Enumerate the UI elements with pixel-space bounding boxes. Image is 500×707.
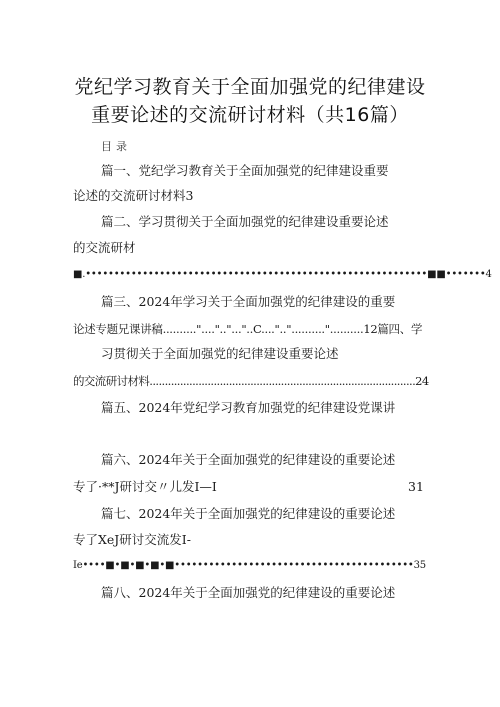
toc-entry-7-leader: Ie••••■•■•■•■•■••••••••••••••••••••••••••••••••••••••••••35 [73, 560, 426, 571]
toc-entry-8-line-1: 篇八、2024年关于全面加强党的纪律建设的重要论述 [101, 585, 396, 600]
toc-entry-4-line-2: 的交流研讨材料.......................................................................................24 [73, 374, 429, 388]
toc-entry-5-line-1: 篇五、2024年党纪学习教育加强党的纪律建设党课讲 [101, 400, 396, 415]
toc-entry-6-line-1: 篇六、2024年关于全面加强党的纪律建设的重要论述 [101, 452, 396, 467]
toc-entry-7-line-2: 专了XeJ研讨交流发I- [73, 532, 191, 547]
toc-heading: 目录 [101, 140, 131, 153]
toc-entry-1-line-2: 论述的交流研讨材料3 [73, 188, 194, 203]
toc-entry-2-line-2: 的交流研材 [73, 240, 136, 255]
toc-entry-3-line-2: 论述专题兄课讲稿.........."....".."..."..C...."..".........."..........12篇四、学 [73, 322, 423, 336]
toc-entry-3-line-1: 篇三、2024年学习关于全面加强党的纪律建设的重要 [101, 294, 396, 309]
document-title-line-1: 党纪学习教育关于全面加强党的纪律建设 [74, 76, 426, 98]
document-title-line-2: 重要论述的交流研讨材料（共16篇） [91, 104, 409, 126]
toc-entry-2-line-1: 篇二、学习贯彻关于全面加强党的纪律建设重要论述 [101, 214, 389, 229]
toc-entry-6-page-number: 31 [408, 479, 424, 494]
toc-entry-6-line-2: 专了·**J研讨交〃儿发I—I [73, 479, 217, 494]
toc-entry-4-line-1: 习贯彻关于全面加强党的纪律建设重要论述 [101, 346, 339, 361]
toc-entry-7-line-1: 篇七、2024年关于全面加强党的纪律建设的重要论述 [101, 506, 396, 521]
toc-entry-1-line-1: 篇一、党纪学习教育关于全面加强党的纪律建设重要 [101, 163, 389, 178]
toc-entry-2-leader: ■.••••••••••••••••••••••••••••••••••••••••••••••••••••••••••••■■•••••••4 [73, 269, 492, 280]
